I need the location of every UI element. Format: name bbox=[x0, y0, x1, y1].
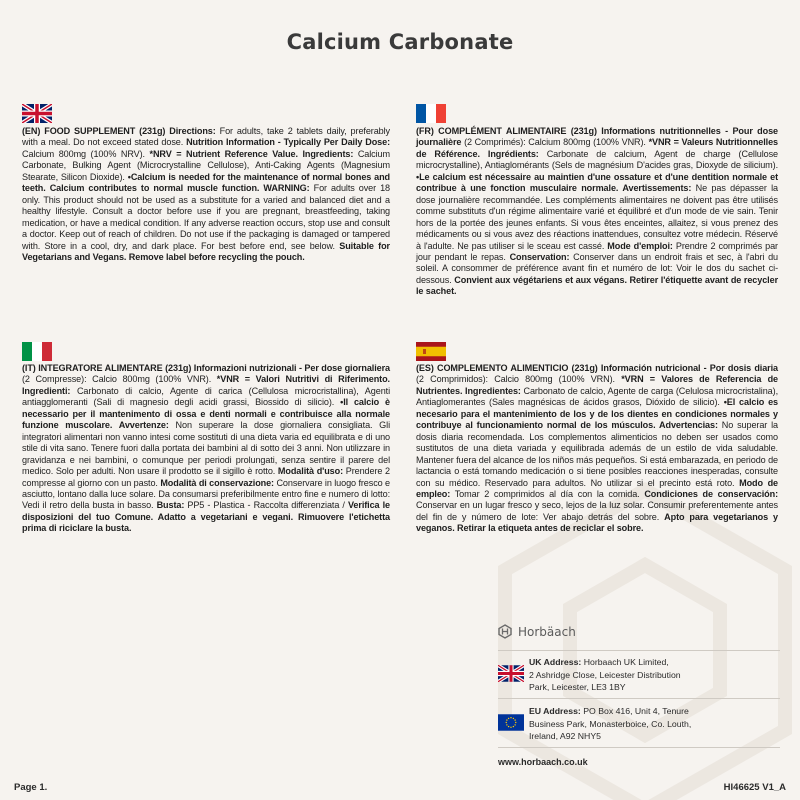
it-label-text: (IT) INTEGRATORE ALIMENTARE (231g) Informazioni nutrizionali - Per dose giornaliera (2 Compresse): Calcio 800mg (100% VNR). *VNR = Valori Nutritivi di Riferimento. Ingredienti: Carbonato di calcio, Agente di carica (Cellulosa microcristallina), Agenti antiagglomeranti (Sali di magnesio degli acidi grassi, Biossido di silicio). •Il calcio è necessario per il mantenimento di ossa e denti normali e contribuisce alla normale funzione muscolare. Avvertenze: Non superare la dose giornaliera consigliata. Gli integratori alimentari non vanno intesi come sostituti di una dieta varia ed equilibrata e di uno stile di vita sano. Tenere fuori dalla portata dei bambini al di sotto dei 3 anni. Non utilizzare in gravidanza e nei bambini, o comunque per periodi prolungati, senza sentire il parere del medico. Solo per adulti. Non usare il prodotto se il sigillo è rotto. Modalità d'uso: Prendere 2 compresse al giorno con un pasto. Modalità di conservazione: Conservare in luogo fresco e asciutto, lontano dalla luce solare. Da consumarsi preferibilmente entro fine e numero di lotto: Vedi il retro della busta in basso. Busta: PP5 - Plastica - Raccolta differenziata / Verifica le disposizioni del tuo Comune. Adatto a vegetariani e vegani. Rimuovere l'etichetta prima di riciclare la busta. bbox=[22, 363, 391, 534]
fr-label-text: (FR) COMPLÉMENT ALIMENTAIRE (231g) Informations nutritionnelles - Pour dose journalière (2 Comprimés): Calcium 800mg (100% VNR). *VNR = Valeurs Nutritionnelles de Référence. Ingrédients: Carbonate de calcium, Agent de charge (Cellulose microcrystalline), Antiaglomérants (Sels de magnésium D'acides gras, Dioxyde de silicium). •Le calcium est nécessaire au maintien d'une ossature et d'une dentition normale et contribue à une fonction musculaire normale. Avertissements: Ne pas dépasser la dose journalière recommandée. Les compléments alimentaires ne doivent pas être utilisés comme substituts d'un régime alimentaire varié et équilibré et d'un mode de vie sain. Tenir hors de la portée des jeunes enfants. Si vous êtes enceintes, allaitez, si vous prenez des médicaments ou si vous avez des réactions inattendues, consultez votre médecin. Réservé à l'adulte. Ne pas utiliser si le sceau est cassé. Mode d'emploi: Prendre 2 comprimés par jour pendant le repas. Conservation: Conserver dans un endroit frais et sec, à l'abri du soleil. A consommer de préférence avant fin et numéro de lot: Voir le dos du sachet ci-dessous. Convient aux végétariens et aux végans. Retirer l'étiquette avant de recycler le sachet. bbox=[416, 126, 779, 297]
es-label-text: (ES) COMPLEMENTO ALIMENTICIO (231g) Información nutricional - Por dosis diaria (2 Comprimidos): Calcio 800mg (100% VRN). *VRN = Valores de Referencia de Nutrientes. Ingredientes: Carbonato de calcio, Agente de carga (Celulosa microcristalina), Antiaglomerantes (Sales magnésicas de ácidos grasos, Dióxido de silicio). •El calcio es necesario para el mantenimiento de los y de los dientes en condiciones normales y contribuye al funcionamiento normal de los músculos. Advertencias: No superar la dosis diaria recomendada. Los complementos alimenticios no deben ser usados como sustitutos de una dieta variada y equilibrada además de un estilo de vida saludable. Mantener fuera del alcance de los niños más pequeños. Si está embarazada, en periodo de lactancia o está tomando medicación o si tiene posibles reacciones inesperadas, consulte con su médico. Reservado para adultos. No utilizar si el precinto está roto. Modo de empleo: Tomar 2 comprimidos al día con la comida. Condiciones de conservación: Conservar en un lugar fresco y seco, lejos de la luz solar. Consumir preferentemente antes del fin de y número de lote: Ver abajo detrás del sobre. Apto para vegetarianos y veganos. Retirar la etiqueta antes de reciclar el sobre. bbox=[416, 363, 778, 534]
divider bbox=[498, 650, 780, 651]
uk-address: UK Address: Horbaach UK Limited, 2 Ashridge Close, Leicester Distribution Park, Leicester, LE3 1BY bbox=[529, 657, 681, 693]
horbaach-logo-icon bbox=[498, 624, 512, 639]
divider bbox=[498, 747, 780, 748]
brand-name: Horbäach bbox=[518, 624, 576, 639]
uk-flag-icon bbox=[498, 665, 524, 682]
spain-flag-icon bbox=[416, 342, 446, 361]
eu-address: EU Address: PO Box 416, Unit 4, Tenure Business Park, Monasterboice, Co. Louth, Ireland, A92 NHY5 bbox=[529, 706, 692, 742]
italy-flag-icon bbox=[22, 342, 52, 361]
france-flag-icon bbox=[416, 104, 446, 123]
page-number: Page 1. bbox=[14, 782, 48, 793]
en-label-text: (EN) FOOD SUPPLEMENT (231g) Directions: For adults, take 2 tablets daily, preferably with a meal. Do not exceed stated dose. Nutrition Information - Typically Per Daily Dose: Calcium 800mg (100% NRV). *NRV = Nutrient Reference Value. Ingredients: Calcium Carbonate, Bulking Agent (Microcrystalline Cellulose), Anti-Caking Agents (Magnesium Stearate, Silicon Dioxide). •Calcium is needed for the maintenance of normal bones and teeth. Calcium contributes to normal muscle function. WARNING: For adults over 18 only. This product should not be used as a substitute for a varied and balanced diet and a healthy lifestyle. Consult a doctor before use if you are pregnant, breastfeeding, taking medication, or have a medical condition. If any adverse reaction occurs, stop use and consult a doctor. Keep out of reach of children. Do not use if the packaging is damaged or tampered with. Store in a cool, dry, and dark place. For best before end, see below. Suitable for Vegetarians and Vegans. Remove label before recycling the pouch. bbox=[22, 126, 390, 262]
document-code: HI46625 V1_A bbox=[723, 782, 786, 793]
eu-flag-icon bbox=[498, 714, 524, 731]
website-link[interactable]: www.horbaach.co.uk bbox=[498, 757, 588, 767]
brand bbox=[498, 624, 576, 639]
uk-flag-icon bbox=[22, 104, 52, 123]
divider bbox=[498, 698, 780, 699]
page-title: Calcium Carbonate bbox=[286, 30, 514, 54]
